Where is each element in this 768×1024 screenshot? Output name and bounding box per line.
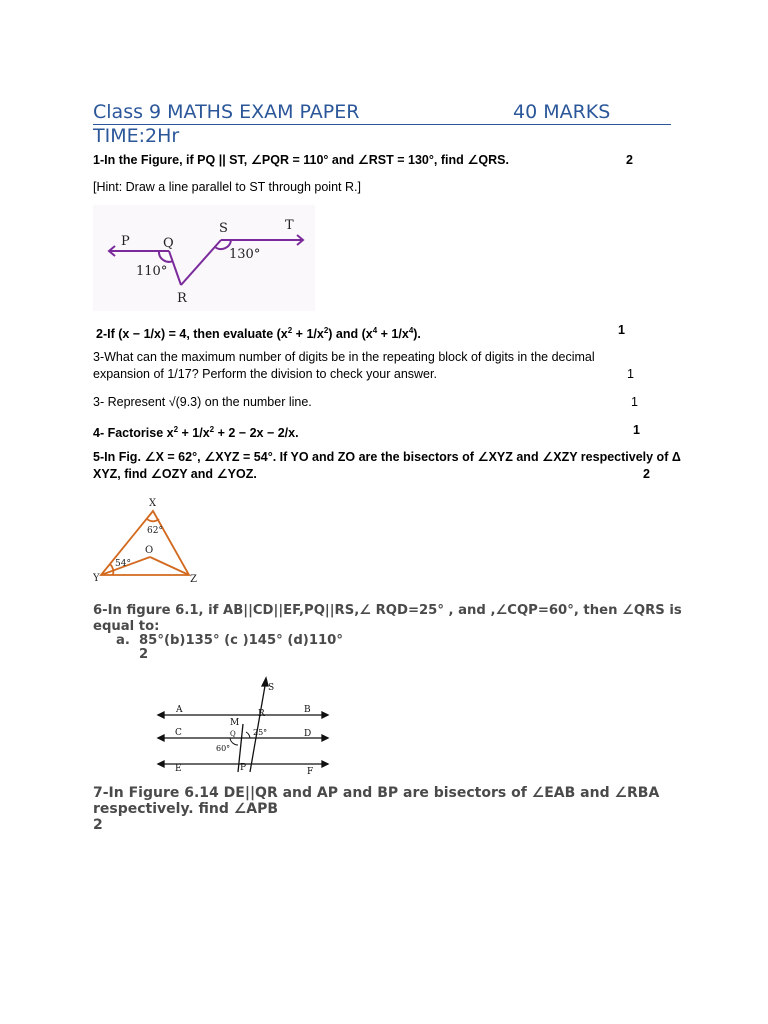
question-4-text-c: + 2 − 2x − 2/x. [214,426,299,441]
question-2-marks: 1 [618,323,625,337]
question-6-option-marker: a. [116,633,130,648]
label-z: Z [190,574,197,585]
label-o: O [145,545,154,556]
arrow-c [158,735,164,741]
label-p: P [240,763,247,773]
question-2-sup-1: 2 [287,326,293,335]
label-x: X [149,498,157,509]
question-2-sup-2: 2 [323,326,329,335]
label-f: F [307,767,314,777]
figure-q6 [150,668,334,780]
question-5-marks: 2 [643,467,650,481]
question-6-marks: 2 [139,647,149,662]
figure-q5 [93,495,201,587]
label-m: M [230,718,240,728]
angle-label-62: 62° [147,526,163,536]
line-rs [250,680,266,772]
angle-label-130: 130° [229,247,261,262]
question-1-hint: [Hint: Draw a line parallel to ST through point R.] [93,180,361,194]
question-6-line-2: equal to: [93,619,160,634]
label-q: Q [163,236,174,251]
label-e: E [175,764,182,774]
label-c: C [175,728,182,738]
question-3b-marks: 1 [631,395,638,409]
question-2-sup-4: 4 [408,326,414,335]
label-r: R [258,709,265,719]
question-7-marks: 2 [93,817,103,833]
question-2-text-d: + 1/x [377,327,409,342]
angle-label-110: 110° [136,264,168,279]
question-1 [93,152,509,169]
label-s: S [268,683,275,693]
angle-arc-60 [230,738,238,745]
exam-title: Class 9 MATHS EXAM PAPER [93,101,360,123]
question-3a-line-1: 3-What can the maximum number of digits be in the repeating block of digits in the decimal [93,350,595,364]
exam-time: TIME:2Hr [93,125,180,147]
question-2 [96,322,421,343]
question-4-text-a: 4- Factorise x [93,426,174,441]
question-6-options: 85°(b)135° (c )145° (d)110° [139,633,343,648]
question-4-sup-2: 2 [209,425,215,434]
angle-arc-25 [246,732,250,738]
question-7-line-1: 7-In Figure 6.14 DE||QR and AP and BP are bisectors of ∠EAB and ∠RBA [93,785,660,801]
question-7-line-2: respectively. find ∠APB [93,801,279,817]
label-a: A [176,705,183,715]
angle-label-25: 25° [253,728,268,737]
question-6-line-1: 6-In figure 6.1, if AB||CD||EF,PQ||RS,∠ RQD=25° , and ,∠CQP=60°, then ∠QRS is [93,603,682,618]
question-3a-line-2: expansion of 1/17? Perform the division to check your answer. [93,367,437,381]
arrow-f [322,761,328,767]
label-s: S [219,221,228,236]
figure-q1 [93,205,315,311]
question-2-text-c: ) and (x [328,327,373,342]
total-marks: 40 MARKS [513,101,611,123]
arrow-d [322,735,328,741]
label-y: Y [93,573,100,584]
arrow-b [322,712,328,718]
question-4-sup-1: 2 [173,425,179,434]
question-2-sup-3: 4 [372,326,378,335]
angle-arc-y [110,564,113,575]
label-t: T [285,218,294,233]
question-2-text-a: 2-If (x − 1/x) = 4, then evaluate (x [96,327,288,342]
question-2-text-e: ). [413,327,421,342]
question-3b: 3- Represent √(9.3) on the number line. [93,395,312,409]
question-4 [93,421,299,442]
label-q: Q [230,730,236,738]
question-1-marks: 2 [626,153,633,167]
question-3a-marks: 1 [627,367,634,381]
arrow-a [158,712,164,718]
label-p: P [121,234,130,249]
question-5-line-2: XYZ, find ∠OZY and ∠YOZ. [93,467,257,481]
question-1-text: 1-In the Figure, if PQ || ST, ∠PQR = 110° and ∠RST = 130°, find ∠QRS. [93,153,509,167]
label-d: D [304,729,312,739]
angle-arc-x [147,519,159,521]
question-4-text-b: + 1/x [178,426,210,441]
question-4-marks: 1 [633,423,640,437]
label-r: R [177,291,187,306]
arrow-e [158,761,164,767]
question-2-text-b: + 1/x [292,327,324,342]
page-title [93,100,671,125]
angle-label-54: 54° [115,559,131,569]
angle-label-60: 60° [216,744,231,753]
question-5-line-1: 5-In Fig. ∠X = 62°, ∠XYZ = 54°. If YO and ZO are the bisectors of ∠XYZ and ∠XZY respectively of Δ [93,450,681,464]
label-b: B [304,705,311,715]
